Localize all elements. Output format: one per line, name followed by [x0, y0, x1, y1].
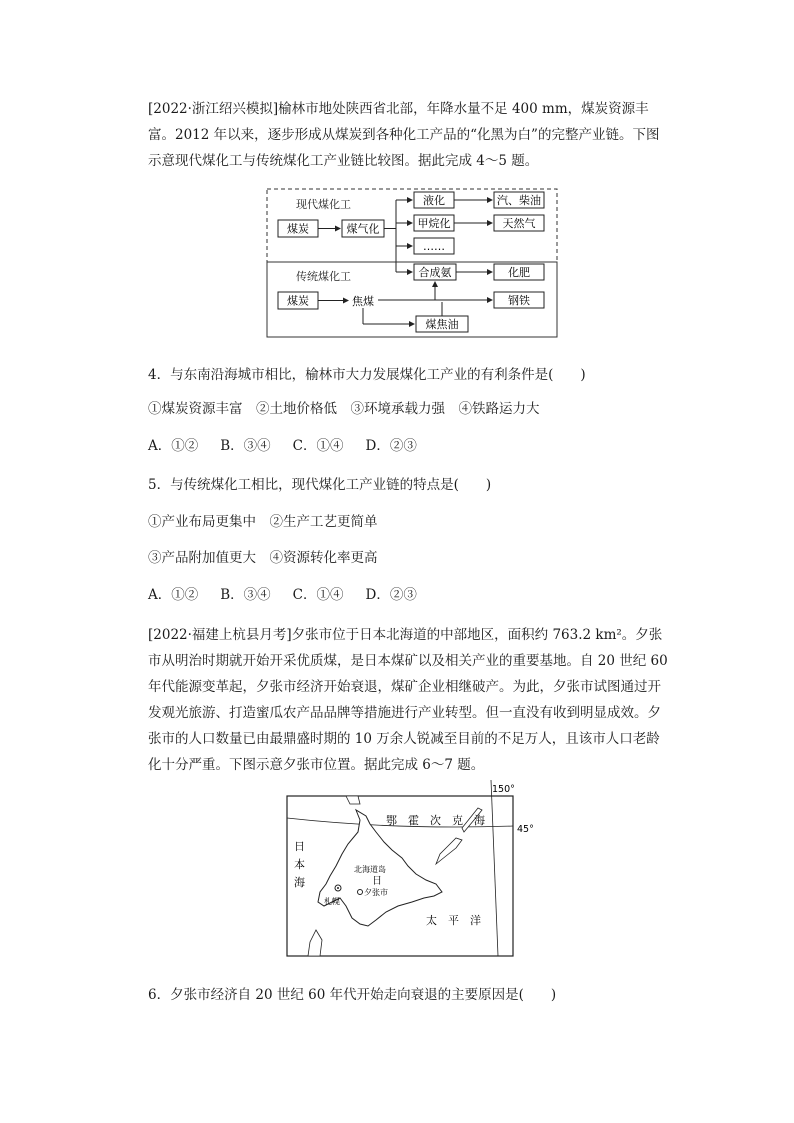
pacific-label: 太 平 洋: [426, 914, 481, 927]
sapporo-label: 札幌: [324, 897, 340, 906]
passage-2: [2022·福建上杭县月考]夕张市位于日本北海道的中部地区，面积约 763.2 km²。夕张市从明治时期就开始开采优质煤，是日本煤矿以及相关产业的重要基地。自 20 世纪 60 年代能源变革起，夕张市经济开始衰退，煤矿企业相继破产。为此，夕张市试图通过开发观光旅游、打造蜜瓜农产品品牌等措施进行产业转型。但一直没有收到明显成效。夕张市的人口数量已由最鼎盛时期的 10 万余人锐减至目前的不足万人，且该市人口老龄化十分严重。下图示意夕张市位置。据此完成 6～7 题。: [148, 627, 668, 773]
coal-tar-label: 煤焦油: [425, 318, 459, 331]
q4-option-a[interactable]: A．①②: [148, 438, 199, 454]
yubari-location-map: [286, 780, 546, 958]
coke-label: 焦煤: [352, 295, 374, 308]
passage-1: [2022·浙江绍兴模拟]榆林市地处陕西省北部，年降水量不足 400 mm，煤炭资源丰富。2012 年以来，逐步形成从煤炭到各种化工产品的“化黑为白”的完整产业链。下图示意现代煤化工与传统煤化工产业链比较图。据此完成 4～5 题。: [148, 101, 660, 169]
dots-label: ……: [423, 240, 445, 253]
q5-stem: 5．与传统煤化工相比，现代煤化工产业链的特点是( ): [148, 477, 492, 493]
q5-option-b[interactable]: B．③④: [220, 587, 271, 603]
q5-options: [148, 584, 439, 606]
country-label: 日: [372, 876, 382, 887]
q5-option-c[interactable]: C．①④: [292, 587, 344, 603]
japan-sea-char-1: 日: [294, 840, 305, 853]
q4-option-d[interactable]: D．②③: [365, 438, 417, 454]
fertilizer-label: 化肥: [508, 266, 530, 279]
yubari-label: 夕张市: [364, 888, 388, 897]
m-coal-label: 煤炭: [287, 222, 309, 236]
coal-chemical-chain-diagram: [266, 188, 558, 338]
t-coal-label: 煤炭: [287, 294, 309, 308]
okhotsk-label: 鄂 霍 次 克 海: [386, 814, 485, 827]
modern-title: 现代煤化工: [296, 198, 351, 211]
gasify-label: 煤气化: [346, 222, 380, 236]
natural-gas-label: 天然气: [502, 217, 536, 230]
traditional-title: 传统煤化工: [296, 270, 351, 283]
fuel-label: 汽、柴油: [497, 194, 541, 207]
q4-items: ①煤炭资源丰富 ②土地价格低 ③环境承载力强 ④铁路运力大: [148, 401, 540, 417]
ammonia-label: 合成氨: [418, 266, 452, 279]
yubari-marker: [358, 890, 363, 895]
lat-label: 45°: [517, 824, 534, 835]
japan-sea-char-2: 本: [294, 858, 305, 871]
steel-label: 钢铁: [508, 294, 530, 307]
q4-option-c[interactable]: C．①④: [292, 438, 344, 454]
japan-sea-char-3: 海: [294, 876, 305, 889]
q4-stem: 4．与东南沿海城市相比，榆林市大力发展煤化工产业的有利条件是( ): [148, 367, 586, 383]
methanation-label: 甲烷化: [417, 217, 451, 230]
hokkaido-label: 北海道岛: [354, 865, 386, 874]
lon-label: 150°: [492, 784, 515, 795]
q4-options: [148, 435, 439, 457]
q4-option-b[interactable]: B．③④: [220, 438, 271, 454]
q5-items-2: ③产品附加值更大 ④资源转化率更高: [148, 550, 378, 566]
liquefy-label: 液化: [423, 194, 445, 207]
q5-items-1: ①产业布局更集中 ②生产工艺更简单: [148, 514, 378, 530]
q6-stem: 6．夕张市经济自 20 世纪 60 年代开始走向衰退的主要原因是( ): [148, 987, 557, 1003]
q5-option-d[interactable]: D．②③: [365, 587, 417, 603]
q5-option-a[interactable]: A．①②: [148, 587, 199, 603]
